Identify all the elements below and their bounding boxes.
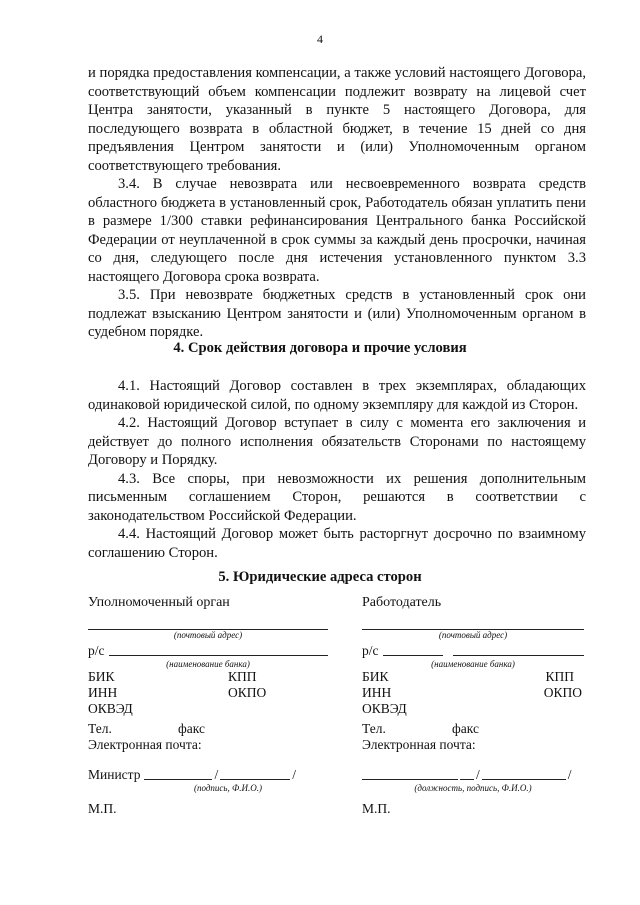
paragraph-continued: и порядка предоставления компенсации, а также условий настоящего Договора, соответствующий объем компенсации подлежит возврату на лицевой счет Центра занятости, указанный в пункте 5 настоящего Договора, для последующего возврата в областной бюджет, в течение 15 дней со дня предъявления Центром занятости и (или) Уполномоченным органом соответствующего требования.	[88, 65, 586, 174]
bank-hint: (наименование банка)	[166, 659, 250, 669]
fax-label: факс	[178, 721, 205, 736]
signer-label: Министр	[88, 767, 141, 782]
authority-details: Уполномоченный орган (почтовый адрес) р/с (наименование банка) БИК КПП ИНН ОКПО ОКВЭД Тел. факс Электронная почта: Министр / / (подпись, Ф.И.О.) М.П.	[88, 595, 328, 817]
paragraph-3-4: 3.4. В случае невозврата или несвоевременного возврата средств областного бюджета в установленный срок, Работодатель обязан уплатить пени в размере 1/300 ставки рефинансирования Центрального банка Российской Федерации от неуплаченной в срок суммы за каждый день просрочки, начиная со дня, следующего после дня истечения установленного пунктом 3.3 настоящего Договора срока возврата.	[88, 176, 586, 285]
tel-label: Тел.	[88, 721, 112, 736]
stamp-label: М.П.	[88, 801, 117, 816]
account-line	[383, 655, 443, 656]
okpo-label: ОКПО	[228, 685, 267, 700]
paragraph-4-1: 4.1. Настоящий Договор составлен в трех экземплярах, обладающих одинаковой юридической силой, по одному экземпляру для каждой из Сторон.	[88, 378, 586, 413]
bik-label: БИК	[362, 669, 389, 684]
email-label: Электронная почта:	[362, 737, 476, 752]
inn-label: ИНН	[88, 685, 118, 700]
inn-label: ИНН	[362, 685, 392, 700]
okved-label: ОКВЭД	[362, 701, 407, 716]
page-number: 4	[317, 32, 323, 46]
section-3-text	[88, 64, 586, 342]
sign-line	[460, 779, 474, 780]
kpp-label: КПП	[228, 669, 257, 684]
postal-hint: (почтовый адрес)	[438, 630, 508, 640]
email-label: Электронная почта:	[88, 737, 202, 752]
paragraph-4-3: 4.3. Все споры, при невозможности их решения дополнительным письменным соглашением Сторон, решаются в соответствии с законодательством Российской Федерации.	[88, 470, 586, 524]
position-line	[362, 779, 458, 780]
name-line	[482, 779, 566, 780]
account-label: р/с	[88, 643, 105, 658]
fax-label: факс	[452, 721, 479, 736]
authority-title: Уполномоченный орган	[88, 595, 230, 610]
bank-hint: (наименование банка)	[431, 659, 515, 669]
section-4-text	[88, 377, 586, 562]
employer-details: Работодатель (почтовый адрес) р/с (наименование банка) БИК КПП ИНН ОКПО ОКВЭД Тел. факс Электронная почта: / / (должность, подпись, Ф.И.О.) М.П.	[362, 595, 582, 816]
kpp-label: КПП	[545, 669, 574, 684]
section-5-heading: 5. Юридические адреса сторон	[218, 569, 422, 585]
okved-label: ОКВЭД	[88, 701, 133, 716]
postal-hint: (почтовый адрес)	[173, 630, 243, 640]
sign-hint: (подпись, Ф.И.О.)	[193, 783, 262, 793]
stamp-label: М.П.	[362, 801, 391, 816]
sign-line	[144, 779, 212, 780]
name-line	[220, 779, 290, 780]
bank-line	[453, 655, 585, 656]
okpo-label: ОКПО	[543, 685, 582, 700]
account-line	[109, 655, 329, 656]
bik-label: БИК	[88, 669, 115, 684]
sign-hint: (должность, подпись, Ф.И.О.)	[414, 783, 532, 793]
account-label: р/с	[362, 643, 379, 658]
section-4-heading: 4. Срок действия договора и прочие условия	[173, 340, 467, 356]
paragraph-4-2: 4.2. Настоящий Договор вступает в силу с момента его заключения и действует до полного исполнения обязательств Сторонами по настоящему Договору и Порядку.	[88, 415, 586, 468]
employer-title: Работодатель	[362, 595, 442, 610]
paragraph-3-5: 3.5. При невозврате бюджетных средств в установленный срок они подлежат взысканию Центром занятости и (или) Уполномоченным органом в судебном порядке.	[88, 287, 586, 340]
tel-label: Тел.	[362, 721, 386, 736]
paragraph-4-4: 4.4. Настоящий Договор может быть расторгнут досрочно по взаимному соглашению Сторон.	[88, 526, 586, 561]
